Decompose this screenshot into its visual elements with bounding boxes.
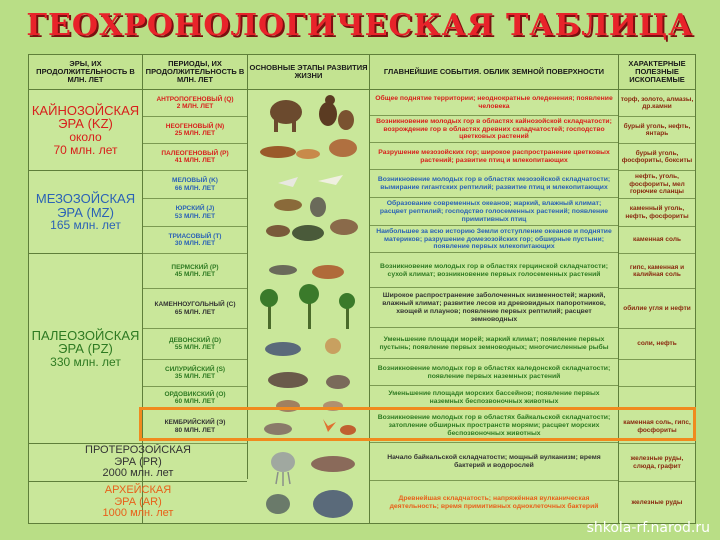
event-silurian: Возникновение молодых гор в областях каледонской складчатости; появление первых наземных растений [370, 360, 618, 386]
mesozoic-life-illustration [248, 171, 369, 253]
event-paleogene: Разрушение мезозойских гор; широкое распространение цветковых растений; развитие птиц и млекопитающих [370, 144, 618, 170]
event-permian: Возникновение молодых гор в областях герцинской складчатости; сухой климат; возникновение первых голосеменных растений [370, 254, 618, 288]
precambrian-life-illustration [248, 444, 369, 523]
minerals-permian: гипс, каменная и калийная соль [619, 254, 695, 289]
period-paleogene: ПАЛЕОГЕНОВЫЙ (P) 41 МЛН. ЛЕТ [143, 144, 247, 171]
minerals-cambrian: каменная соль, гипс, фосфориты [619, 410, 695, 444]
site-watermark[interactable]: shkola-rf.narod.ru [586, 520, 710, 536]
period-silurian: СИЛУРИЙСКИЙ (S) 35 МЛН. ЛЕТ [143, 360, 247, 387]
event-ordovician: Уменьшение площади морских бассейнов; появление первых наземных беспозвоночных животных [370, 387, 618, 409]
header-life: ОСНОВНЫЕ ЭТАПЫ РАЗВИТИЯ ЖИЗНИ [248, 55, 370, 90]
era-mesozoic: МЕЗОЗОЙСКАЯ ЭРА (MZ) 165 млн. лет [29, 171, 142, 254]
period-neogene: НЕОГЕНОВЫЙ (N) 25 МЛН. ЛЕТ [143, 117, 247, 144]
minerals-triassic: каменная соль [619, 227, 695, 254]
cambrian-highlight-frame [139, 407, 696, 441]
header-periods: ПЕРИОДЫ, ИХ ПРОДОЛЖИТЕЛЬНОСТЬ В МЛН. ЛЕТ [143, 55, 248, 90]
event-triassic: Наибольшее за всю историю Земли отступление океанов и поднятие материков; разрушение домезозойских гор; обширные пустыни; появление первых млекопитающих [370, 227, 618, 253]
event-archean: Древнейшая складчатость; напряжённая вулканическая деятельность; время примитивных одноклеточных бактерий [389, 494, 599, 510]
minerals-archean: железные руды [631, 498, 683, 506]
period-devonian: ДЕВОНСКИЙ (D) 55 МЛН. ЛЕТ [143, 329, 247, 360]
event-carboniferous: Широкое распространение заболоченных низменностей; жаркий, влажный климат; развитие лесов из древовидных папоротников, хвощей и плаунов; появление первых рептилий; расцвет земноводных [370, 289, 618, 328]
period-triassic: ТРИАСОВЫЙ (T) 30 МЛН. ЛЕТ [143, 227, 247, 254]
minerals-cretaceous: нефть, уголь, фосфориты, мел горючие сланцы [619, 171, 695, 199]
period-cambrian: КЕМБРИЙСКИЙ (Э) 80 МЛН. ЛЕТ [143, 410, 247, 444]
header-eras: ЭРЫ, ИХ ПРОДОЛЖИТЕЛЬНОСТЬ В МЛН. ЛЕТ [29, 55, 143, 90]
event-cambrian: Возникновение молодых гор в областях байкальской складчатости; затопление обширных пространств морями; расцвет морских беспозвоночных животных [370, 410, 618, 443]
page-title: ГЕОХРОНОЛОГИЧЕСКАЯ ТАБЛИЦА [26, 8, 694, 43]
period-cretaceous: МЕЛОВЫЙ (K) 66 МЛН. ЛЕТ [143, 171, 247, 199]
era-paleozoic: ПАЛЕОЗОЙСКАЯ ЭРА (PZ) 330 млн. лет [29, 254, 142, 444]
minerals-carboniferous: обилие угля и нефти [619, 289, 695, 329]
period-carboniferous: КАМЕННОУГОЛЬНЫЙ (C) 65 МЛН. ЛЕТ [143, 289, 247, 329]
event-devonian: Уменьшение площади морей; жаркий климат; появление первых пустынь; появление первых земноводных; многочисленные рыбы [370, 329, 618, 359]
period-anthropogene: АНТРОПОГЕНОВЫЙ (Q) 2 МЛН. ЛЕТ [143, 90, 247, 117]
era-archean: АРХЕЙСКАЯ ЭРА (AR) 1000 млн. лет [102, 484, 174, 520]
period-ordovician: ОРДОВИКСКИЙ (O) 60 МЛН. ЛЕТ [143, 387, 247, 410]
header-events: ГЛАВНЕЙШИЕ СОБЫТИЯ. ОБЛИК ЗЕМНОЙ ПОВЕРХНОСТИ [370, 55, 619, 90]
minerals-anthropogene: торф, золото, алмазы, др.камни [619, 90, 695, 117]
event-neogene: Возникновение молодых гор в областях кайнозойской складчатости; возрождение гор в областях древних складчатостей; господство цветковых растений [370, 117, 618, 143]
minerals-jurassic: каменный уголь, нефть, фосфориты [619, 199, 695, 227]
event-proterozoic: Начало байкальской складчатости; мощный вулканизм; время бактерий и водорослей [370, 444, 618, 481]
geochronology-table [28, 54, 696, 524]
event-cretaceous: Возникновение молодых гор в областях мезозойской складчатости; вымирание гигантских рептилий; развитие птиц и млекопитающих [370, 171, 618, 198]
minerals-neogene: бурый уголь, нефть, янтарь [619, 117, 695, 144]
minerals-silurian [619, 360, 695, 387]
era-proterozoic: ПРОТЕРОЗОЙСКАЯ ЭРА (PR) 2000 млн. лет [29, 444, 247, 482]
era-cenozoic: КАЙНОЗОЙСКАЯ ЭРА (KZ) около 70 млн. лет [29, 90, 142, 171]
minerals-paleogene: бурый уголь, фосфориты, бокситы [619, 144, 695, 171]
cenozoic-life-illustration [248, 90, 369, 170]
minerals-proterozoic: железные руды, слюда, графит [619, 444, 695, 482]
event-anthropogene: Общее поднятие территории; неоднократные оледенения; появление человека [370, 90, 618, 116]
event-jurassic: Образование современных океанов; жаркий, влажный климат; расцвет рептилий; господство голосеменных растений; появление примитивных птиц [370, 199, 618, 226]
minerals-devonian: соли, нефть [619, 329, 695, 360]
period-permian: ПЕРМСКИЙ (P) 45 МЛН. ЛЕТ [143, 254, 247, 289]
period-jurassic: ЮРСКИЙ (J) 53 МЛН. ЛЕТ [143, 199, 247, 227]
header-minerals: ХАРАКТЕРНЫЕ ПОЛЕЗНЫЕ ИСКОПАЕМЫЕ [619, 55, 695, 90]
